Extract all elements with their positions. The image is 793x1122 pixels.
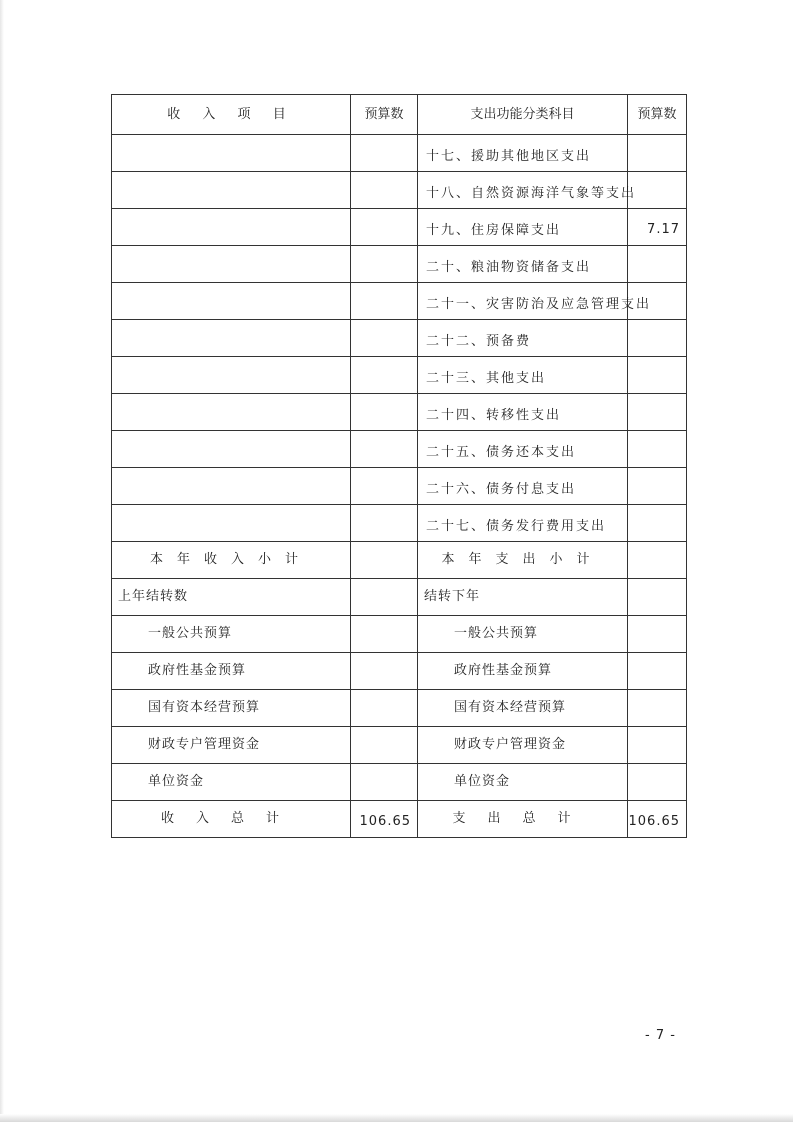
income-value-cell — [351, 505, 418, 542]
expense-item-label: 十九、住房保障支出 — [418, 209, 628, 246]
expense-carryover-item-value — [628, 653, 687, 690]
income-item-cell — [112, 320, 351, 357]
page-number: - 7 - — [645, 1028, 676, 1043]
income-value-cell — [351, 283, 418, 320]
income-item-cell — [112, 505, 351, 542]
table-row — [112, 394, 687, 431]
carryover-row — [112, 690, 687, 727]
expense-carryover-item: 一般公共预算 — [418, 616, 628, 653]
expense-item-value — [628, 246, 687, 283]
expense-carryover-item: 政府性基金预算 — [418, 653, 628, 690]
income-value-cell — [351, 320, 418, 357]
income-subtotal-label: 本年收入小计 — [112, 542, 351, 579]
expense-item-label: 二十七、债务发行费用支出 — [418, 505, 628, 542]
expense-subtotal-label: 本年支出小计 — [418, 542, 628, 579]
expense-carryover-item: 财政专户管理资金 — [418, 727, 628, 764]
expense-total-value: 106.65 — [628, 801, 687, 838]
expense-carryover-item-value — [628, 727, 687, 764]
carryover-row — [112, 653, 687, 690]
income-subtotal-value — [351, 542, 418, 579]
table-header-row — [112, 95, 687, 135]
income-value-cell — [351, 468, 418, 505]
income-total-value: 106.65 — [351, 801, 418, 838]
income-value-cell — [351, 394, 418, 431]
carryover-row — [112, 764, 687, 801]
income-item-cell — [112, 431, 351, 468]
expense-carryover-value — [628, 579, 687, 616]
table-row — [112, 320, 687, 357]
income-value-cell — [351, 172, 418, 209]
total-row — [112, 801, 687, 838]
income-carryover-item-value — [351, 727, 418, 764]
table-row — [112, 135, 687, 172]
expense-item-value — [628, 320, 687, 357]
budget-table — [111, 94, 687, 838]
income-value-cell — [351, 135, 418, 172]
income-carryover-item-value — [351, 764, 418, 801]
income-item-cell — [112, 357, 351, 394]
income-carryover-item: 财政专户管理资金 — [112, 727, 351, 764]
income-item-cell — [112, 468, 351, 505]
income-item-cell — [112, 246, 351, 283]
table-row — [112, 505, 687, 542]
expense-carryover-item: 单位资金 — [418, 764, 628, 801]
expense-carryover-item-value — [628, 616, 687, 653]
table-row — [112, 246, 687, 283]
subtotal-row — [112, 542, 687, 579]
expense-item-value — [628, 357, 687, 394]
expense-item-label: 二十四、转移性支出 — [418, 394, 628, 431]
table-row — [112, 357, 687, 394]
income-value-cell — [351, 209, 418, 246]
table-row — [112, 468, 687, 505]
expense-carryover-item: 国有资本经营预算 — [418, 690, 628, 727]
income-carryover-value — [351, 579, 418, 616]
carryover-row — [112, 727, 687, 764]
expense-carryover-item-value — [628, 690, 687, 727]
page-bottom-edge — [0, 1114, 793, 1122]
expense-carryover-item-value — [628, 764, 687, 801]
expense-item-label: 二十五、债务还本支出 — [418, 431, 628, 468]
income-value-cell — [351, 357, 418, 394]
income-item-cell — [112, 172, 351, 209]
expense-carryover-title: 结转下年 — [418, 579, 628, 616]
header-expense-budget: 预算数 — [628, 95, 687, 135]
income-item-cell — [112, 394, 351, 431]
expense-subtotal-value — [628, 542, 687, 579]
income-item-cell — [112, 209, 351, 246]
income-carryover-item-value — [351, 616, 418, 653]
expense-item-label: 二十二、预备费 — [418, 320, 628, 357]
expense-item-value — [628, 172, 687, 209]
page-left-edge — [0, 0, 4, 1122]
income-total-label: 收入总计 — [112, 801, 351, 838]
carryover-title-row — [112, 579, 687, 616]
expense-item-value — [628, 394, 687, 431]
expense-item-value — [628, 431, 687, 468]
expense-item-label: 二十三、其他支出 — [418, 357, 628, 394]
income-item-cell — [112, 283, 351, 320]
income-carryover-item-value — [351, 690, 418, 727]
income-carryover-item: 国有资本经营预算 — [112, 690, 351, 727]
expense-item-label: 二十、粮油物资储备支出 — [418, 246, 628, 283]
expense-item-value — [628, 135, 687, 172]
expense-item-label: 十七、援助其他地区支出 — [418, 135, 628, 172]
table-row — [112, 283, 687, 320]
income-value-cell — [351, 246, 418, 283]
expense-item-value — [628, 505, 687, 542]
expense-total-label: 支出总计 — [418, 801, 628, 838]
table-row — [112, 431, 687, 468]
header-income-budget: 预算数 — [351, 95, 418, 135]
expense-item-label: 二十一、灾害防治及应急管理支出 — [418, 283, 628, 320]
income-carryover-title: 上年结转数 — [112, 579, 351, 616]
income-carryover-item: 一般公共预算 — [112, 616, 351, 653]
income-carryover-item-value — [351, 653, 418, 690]
table-row — [112, 209, 687, 246]
expense-item-label: 十八、自然资源海洋气象等支出 — [418, 172, 628, 209]
header-income-item: 收 入 项 目 — [112, 95, 351, 135]
income-item-cell — [112, 135, 351, 172]
header-expense-item: 支出功能分类科目 — [418, 95, 628, 135]
income-carryover-item: 单位资金 — [112, 764, 351, 801]
expense-item-value — [628, 468, 687, 505]
expense-item-value: 7.17 — [628, 209, 687, 246]
table-row — [112, 172, 687, 209]
carryover-row — [112, 616, 687, 653]
expense-item-label: 二十六、债务付息支出 — [418, 468, 628, 505]
income-carryover-item: 政府性基金预算 — [112, 653, 351, 690]
income-value-cell — [351, 431, 418, 468]
